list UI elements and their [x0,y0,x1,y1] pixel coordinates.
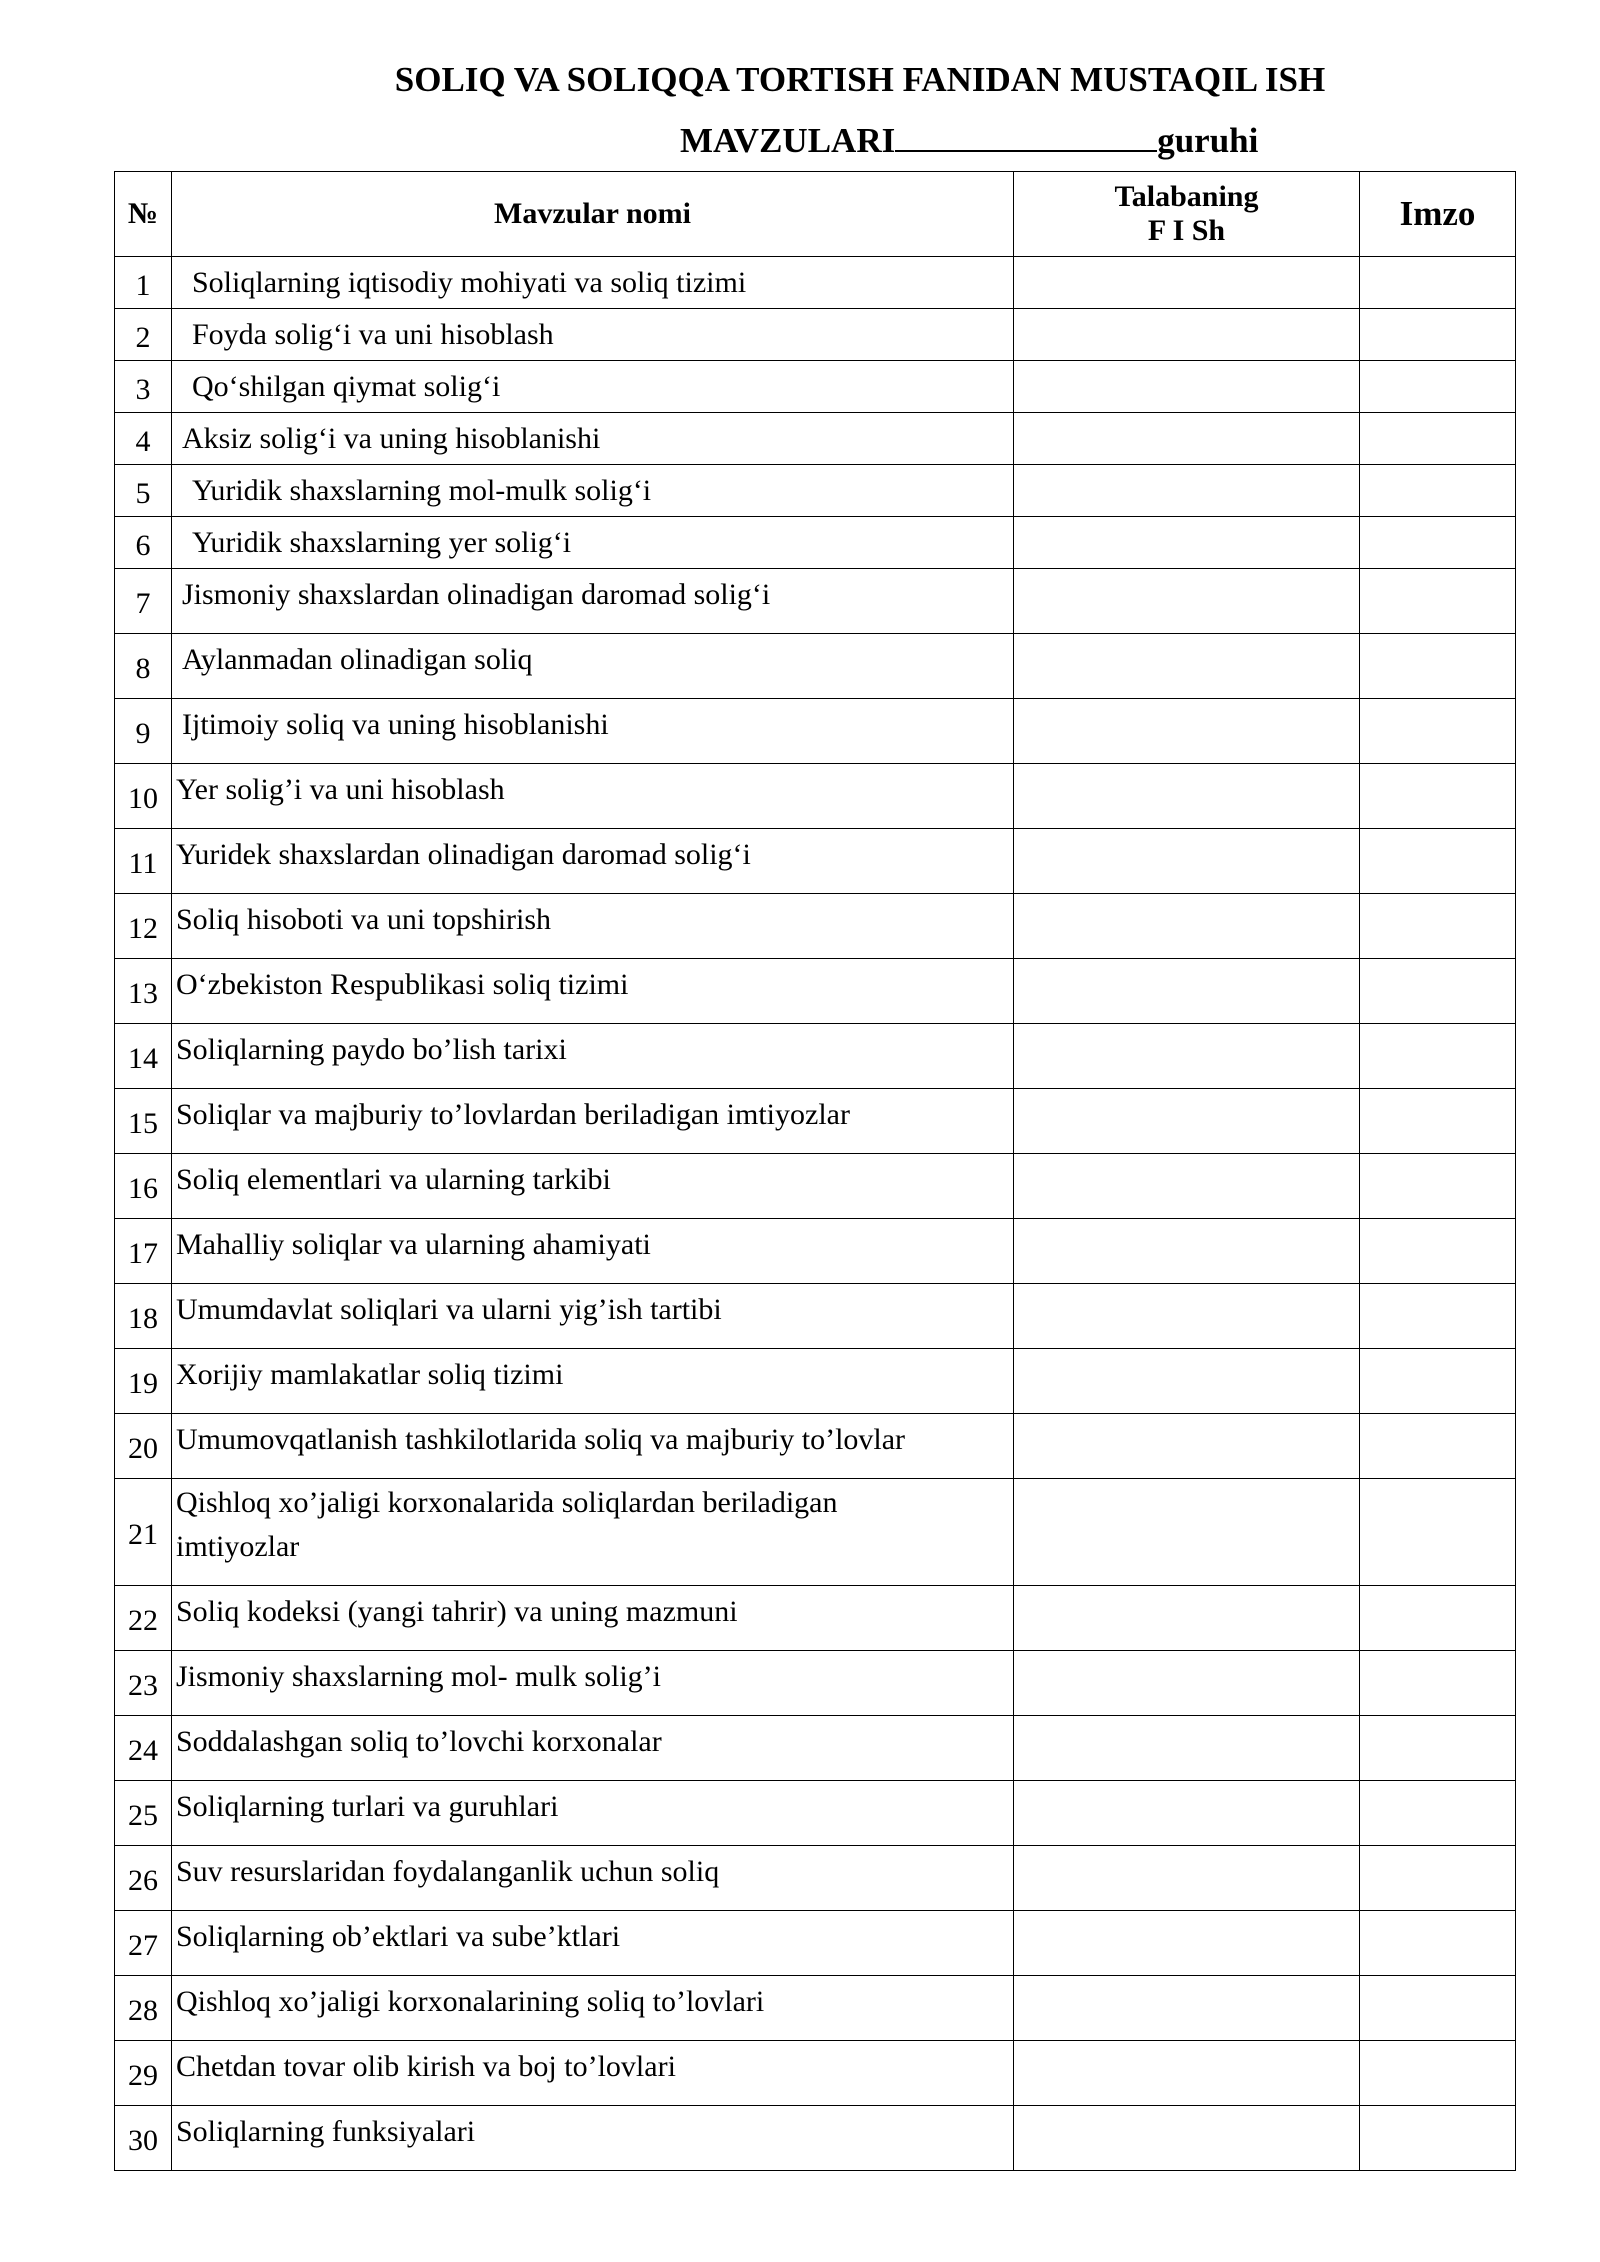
signature-cell[interactable] [1360,634,1516,699]
student-name-cell[interactable] [1014,1716,1360,1781]
student-name-cell[interactable] [1014,959,1360,1024]
row-number: 5 [115,465,172,517]
table-header-row [115,172,1516,257]
student-name-cell[interactable] [1014,829,1360,894]
row-topic: Yer solig’i va uni hisoblash [172,764,1014,829]
row-topic: Qishloq xo’jaligi korxonalarining soliq to’lovlari [172,1976,1014,2041]
row-topic: Aksiz solig‘i va uning hisoblanishi [172,413,1014,465]
table-row [115,1024,1516,1089]
row-topic: Yuridek shaxslardan olinadigan daromad solig‘i [172,829,1014,894]
row-number: 18 [115,1284,172,1349]
signature-cell[interactable] [1360,959,1516,1024]
table-row [115,894,1516,959]
row-topic-line1: Qishloq xo’jaligi korxonalarida soliqlardan beriladigan [176,1486,838,1519]
header-student-line2: F I Sh [1147,214,1226,247]
table-row [115,309,1516,361]
group-blank-line [895,118,1157,152]
row-topic-line2: imtiyozlar [176,1530,300,1563]
row-number: 6 [115,517,172,569]
table-row [115,1414,1516,1479]
signature-cell[interactable] [1360,361,1516,413]
signature-cell[interactable] [1360,413,1516,465]
row-number: 17 [115,1219,172,1284]
document-title: SOLIQ VA SOLIQQA TORTISH FANIDAN MUSTAQIL ISH [394,60,1326,99]
row-number: 28 [115,1976,172,2041]
row-number: 1 [115,257,172,309]
signature-cell[interactable] [1360,1479,1516,1586]
signature-cell[interactable] [1360,1651,1516,1716]
signature-cell[interactable] [1360,569,1516,634]
signature-cell[interactable] [1360,699,1516,764]
table-row [115,1586,1516,1651]
topics-table [114,171,1516,2171]
student-name-cell[interactable] [1014,1976,1360,2041]
student-name-cell[interactable] [1014,309,1360,361]
document-subtitle [680,118,1258,158]
student-name-cell[interactable] [1014,894,1360,959]
student-name-cell[interactable] [1014,1586,1360,1651]
row-topic: Jismoniy shaxslarning mol- mulk solig’i [172,1651,1014,1716]
signature-cell[interactable] [1360,2106,1516,2171]
student-name-cell[interactable] [1014,569,1360,634]
row-number: 12 [115,894,172,959]
table-row [115,413,1516,465]
table-row [115,1479,1516,1586]
row-topic: Soliqlar va majburiy to’lovlardan beriladigan imtiyozlar [172,1089,1014,1154]
row-topic: Qo‘shilgan qiymat solig‘i [172,361,1014,413]
table-row [115,1781,1516,1846]
row-topic: Soliq elementlari va ularning tarkibi [172,1154,1014,1219]
table-row [115,959,1516,1024]
row-number: 25 [115,1781,172,1846]
table-row [115,699,1516,764]
student-name-cell[interactable] [1014,1089,1360,1154]
table-row [115,1089,1516,1154]
student-name-cell[interactable] [1014,1911,1360,1976]
table-row [115,2041,1516,2106]
student-name-cell[interactable] [1014,764,1360,829]
header-signature: Imzo [1360,172,1516,257]
row-number: 26 [115,1846,172,1911]
student-name-cell[interactable] [1014,2106,1360,2171]
table-row [115,829,1516,894]
row-topic: Umumovqatlanish tashkilotlarida soliq va majburiy to’lovlar [172,1414,1014,1479]
header-topic: Mavzular nomi [172,172,1014,257]
row-number: 14 [115,1024,172,1089]
row-topic: Yuridik shaxslarning yer solig‘i [172,517,1014,569]
signature-cell[interactable] [1360,465,1516,517]
table-row [115,764,1516,829]
signature-cell[interactable] [1360,829,1516,894]
student-name-cell[interactable] [1014,257,1360,309]
row-topic: Aylanmadan olinadigan soliq [172,634,1014,699]
student-name-cell[interactable] [1014,1024,1360,1089]
signature-cell[interactable] [1360,1846,1516,1911]
signature-cell[interactable] [1360,1284,1516,1349]
row-topic: Yuridik shaxslarning mol-mulk solig‘i [172,465,1014,517]
table-row [115,257,1516,309]
signature-cell[interactable] [1360,1414,1516,1479]
subtitle-prefix: MAVZULARI [680,121,896,160]
row-number: 24 [115,1716,172,1781]
student-name-cell[interactable] [1014,1154,1360,1219]
row-number: 9 [115,699,172,764]
student-name-cell[interactable] [1014,1781,1360,1846]
student-name-cell[interactable] [1014,699,1360,764]
row-number: 10 [115,764,172,829]
row-topic: Jismoniy shaxslardan olinadigan daromad solig‘i [172,569,1014,634]
signature-cell[interactable] [1360,1024,1516,1089]
row-topic: Mahalliy soliqlar va ularning ahamiyati [172,1219,1014,1284]
student-name-cell[interactable] [1014,1284,1360,1349]
row-topic: Soliqlarning funksiyalari [172,2106,1014,2171]
row-number: 22 [115,1586,172,1651]
row-number: 27 [115,1911,172,1976]
subtitle-suffix: guruhi [1157,121,1259,160]
row-topic: Soliq hisoboti va uni topshirish [172,894,1014,959]
student-name-cell[interactable] [1014,1219,1360,1284]
signature-cell[interactable] [1360,1781,1516,1846]
signature-cell[interactable] [1360,517,1516,569]
row-topic: O‘zbekiston Respublikasi soliq tizimi [172,959,1014,1024]
table-row [115,1976,1516,2041]
signature-cell[interactable] [1360,1911,1516,1976]
student-name-cell[interactable] [1014,465,1360,517]
student-name-cell[interactable] [1014,1414,1360,1479]
row-topic: Soliqlarning paydo bo’lish tarixi [172,1024,1014,1089]
row-topic: Soddalashgan soliq to’lovchi korxonalar [172,1716,1014,1781]
signature-cell[interactable] [1360,257,1516,309]
student-name-cell[interactable] [1014,517,1360,569]
student-name-cell[interactable] [1014,2041,1360,2106]
table-row [115,634,1516,699]
row-number: 4 [115,413,172,465]
table-row [115,517,1516,569]
row-number: 15 [115,1089,172,1154]
row-number: 19 [115,1349,172,1414]
signature-cell[interactable] [1360,894,1516,959]
student-name-cell[interactable] [1014,1479,1360,1586]
signature-cell[interactable] [1360,1219,1516,1284]
header-number: № [115,172,172,257]
row-topic: Soliqlarning turlari va guruhlari [172,1781,1014,1846]
row-number: 2 [115,309,172,361]
table-row [115,1284,1516,1349]
signature-cell[interactable] [1360,309,1516,361]
row-number: 23 [115,1651,172,1716]
student-name-cell[interactable] [1014,634,1360,699]
table-row [115,1846,1516,1911]
row-number: 21 [115,1479,172,1586]
table-row [115,465,1516,517]
signature-cell[interactable] [1360,1154,1516,1219]
row-topic: Umumdavlat soliqlari va ularni yig’ish tartibi [172,1284,1014,1349]
table-row [115,1651,1516,1716]
row-topic: Suv resurslaridan foydalanganlik uchun soliq [172,1846,1014,1911]
row-topic [172,1479,1014,1586]
row-number: 3 [115,361,172,413]
header-student [1014,172,1360,257]
signature-cell[interactable] [1360,1976,1516,2041]
row-topic: Soliqlarning iqtisodiy mohiyati va soliq tizimi [172,257,1014,309]
table-row [115,1154,1516,1219]
row-number: 20 [115,1414,172,1479]
row-number: 8 [115,634,172,699]
table-row [115,361,1516,413]
table-row [115,1716,1516,1781]
row-number: 7 [115,569,172,634]
table-row [115,1349,1516,1414]
row-number: 30 [115,2106,172,2171]
student-name-cell[interactable] [1014,413,1360,465]
table-row [115,2106,1516,2171]
student-name-cell[interactable] [1014,361,1360,413]
table-row [115,569,1516,634]
signature-cell[interactable] [1360,1349,1516,1414]
signature-cell[interactable] [1360,1586,1516,1651]
row-number: 16 [115,1154,172,1219]
header-student-line1: Talabaning [1114,180,1259,213]
row-topic: Xorijiy mamlakatlar soliq tizimi [172,1349,1014,1414]
row-number: 29 [115,2041,172,2106]
table-row [115,1911,1516,1976]
signature-cell[interactable] [1360,1716,1516,1781]
signature-cell[interactable] [1360,764,1516,829]
row-number: 13 [115,959,172,1024]
row-number: 11 [115,829,172,894]
student-name-cell[interactable] [1014,1349,1360,1414]
row-topic: Soliqlarning ob’ektlari va sube’ktlari [172,1911,1014,1976]
signature-cell[interactable] [1360,1089,1516,1154]
row-topic: Ijtimoiy soliq va uning hisoblanishi [172,699,1014,764]
table-row [115,1219,1516,1284]
signature-cell[interactable] [1360,2041,1516,2106]
row-topic: Foyda solig‘i va uni hisoblash [172,309,1014,361]
student-name-cell[interactable] [1014,1651,1360,1716]
row-topic: Chetdan tovar olib kirish va boj to’lovlari [172,2041,1014,2106]
student-name-cell[interactable] [1014,1846,1360,1911]
row-topic: Soliq kodeksi (yangi tahrir) va uning mazmuni [172,1586,1014,1651]
